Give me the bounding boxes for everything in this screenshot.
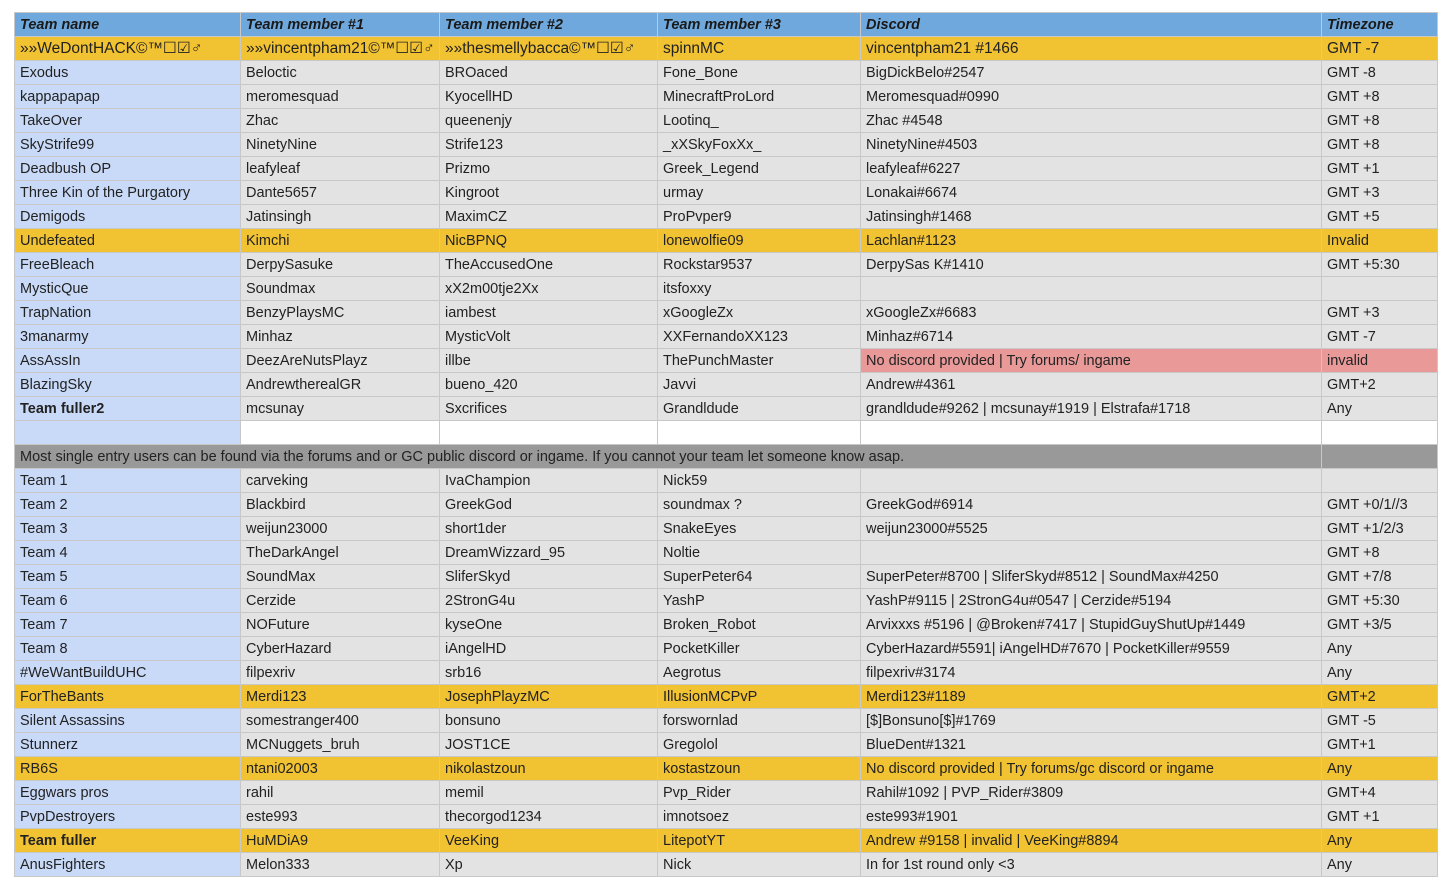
timezone-cell[interactable]: GMT +3 bbox=[1322, 181, 1438, 205]
discord-cell[interactable]: YashP#9115 | 2StronG4u#0547 | Cerzide#5194 bbox=[861, 589, 1322, 613]
table-row bbox=[15, 541, 1438, 565]
member-2-cell[interactable]: TheAccusedOne bbox=[440, 253, 658, 277]
discord-cell[interactable]: BigDickBelo#2547 bbox=[861, 61, 1322, 85]
team-name-cell[interactable]: Team 6 bbox=[15, 589, 241, 613]
discord-cell[interactable]: No discord provided | Try forums/gc discord or ingame bbox=[861, 757, 1322, 781]
member-2-cell[interactable]: xX2m00tje2Xx bbox=[440, 277, 658, 301]
member-1-cell[interactable]: Zhac bbox=[241, 109, 440, 133]
table-row bbox=[15, 157, 1438, 181]
table-row bbox=[15, 805, 1438, 829]
timezone-cell[interactable]: GMT +8 bbox=[1322, 133, 1438, 157]
team-name-cell[interactable]: Undefeated bbox=[15, 229, 241, 253]
table-row bbox=[15, 181, 1438, 205]
timezone-cell[interactable]: GMT +5:30 bbox=[1322, 589, 1438, 613]
header-row bbox=[15, 13, 1438, 37]
table-row bbox=[15, 733, 1438, 757]
discord-cell[interactable]: grandldude#9262 | mcsunay#1919 | Elstrafa#1718 bbox=[861, 397, 1322, 421]
team-name-cell[interactable]: TakeOver bbox=[15, 109, 241, 133]
member-2-cell[interactable]: KyocellHD bbox=[440, 85, 658, 109]
member-2-cell[interactable]: Strife123 bbox=[440, 133, 658, 157]
team-name-cell[interactable]: BlazingSky bbox=[15, 373, 241, 397]
member-2-cell[interactable]: iambest bbox=[440, 301, 658, 325]
member-3-cell[interactable]: Fone_Bone bbox=[658, 61, 861, 85]
discord-cell[interactable]: Lachlan#1123 bbox=[861, 229, 1322, 253]
table-row bbox=[15, 637, 1438, 661]
discord-cell[interactable] bbox=[861, 469, 1322, 493]
member-1-cell[interactable]: Minhaz bbox=[241, 325, 440, 349]
member-3-cell[interactable]: _xXSkyFoxXx_ bbox=[658, 133, 861, 157]
member-2-cell[interactable]: Prizmo bbox=[440, 157, 658, 181]
timezone-cell[interactable]: GMT +7/8 bbox=[1322, 565, 1438, 589]
table-row bbox=[15, 757, 1438, 781]
table-row bbox=[15, 349, 1438, 373]
member-1-cell[interactable]: HuMDiA9 bbox=[241, 829, 440, 853]
timezone-cell[interactable]: GMT +1 bbox=[1322, 805, 1438, 829]
header-member-1[interactable]: Team member #1 bbox=[241, 13, 440, 37]
timezone-cell[interactable] bbox=[1322, 277, 1438, 301]
member-3-cell[interactable]: IllusionMCPvP bbox=[658, 685, 861, 709]
team-name-cell[interactable]: Deadbush OP bbox=[15, 157, 241, 181]
team-name-cell[interactable]: PvpDestroyers bbox=[15, 805, 241, 829]
member-1-cell[interactable]: SoundMax bbox=[241, 565, 440, 589]
member-2-cell[interactable]: IvaChampion bbox=[440, 469, 658, 493]
member-1-cell[interactable]: TheDarkAngel bbox=[241, 541, 440, 565]
discord-cell[interactable]: este993#1901 bbox=[861, 805, 1322, 829]
member-2-cell[interactable]: queenenjy bbox=[440, 109, 658, 133]
member-2-cell[interactable]: bonsuno bbox=[440, 709, 658, 733]
timezone-cell[interactable]: Any bbox=[1322, 397, 1438, 421]
team-name-cell[interactable]: Team 1 bbox=[15, 469, 241, 493]
member-1-cell[interactable]: Kimchi bbox=[241, 229, 440, 253]
team-name-cell[interactable]: Three Kin of the Purgatory bbox=[15, 181, 241, 205]
member-3-cell[interactable]: Aegrotus bbox=[658, 661, 861, 685]
team-name-cell[interactable]: TrapNation bbox=[15, 301, 241, 325]
timezone-cell[interactable]: Invalid bbox=[1322, 229, 1438, 253]
member-2-cell[interactable]: JOST1CE bbox=[440, 733, 658, 757]
member-3-cell[interactable]: MinecraftProLord bbox=[658, 85, 861, 109]
discord-cell[interactable]: Andrew#4361 bbox=[861, 373, 1322, 397]
member-1-cell[interactable]: ntani02003 bbox=[241, 757, 440, 781]
timezone-cell[interactable]: GMT+1 bbox=[1322, 733, 1438, 757]
team-name-cell[interactable]: SkyStrife99 bbox=[15, 133, 241, 157]
timezone-cell[interactable]: GMT +0/1//3 bbox=[1322, 493, 1438, 517]
member-2-cell[interactable]: DreamWizzard_95 bbox=[440, 541, 658, 565]
member-2-cell[interactable]: Kingroot bbox=[440, 181, 658, 205]
discord-cell[interactable]: No discord provided | Try forums/ ingame bbox=[861, 349, 1322, 373]
timezone-cell[interactable]: GMT +8 bbox=[1322, 109, 1438, 133]
member-3-cell[interactable]: LitepotYT bbox=[658, 829, 861, 853]
member-1-cell[interactable]: Beloctic bbox=[241, 61, 440, 85]
member-3-cell[interactable]: imnotsoez bbox=[658, 805, 861, 829]
timezone-cell[interactable]: Any bbox=[1322, 637, 1438, 661]
member-1-cell[interactable]: meromesquad bbox=[241, 85, 440, 109]
discord-cell[interactable]: Merdi123#1189 bbox=[861, 685, 1322, 709]
team-name-cell[interactable]: AnusFighters bbox=[15, 853, 241, 877]
member-2-cell[interactable]: VeeKing bbox=[440, 829, 658, 853]
timezone-cell[interactable]: GMT +1/2/3 bbox=[1322, 517, 1438, 541]
discord-cell[interactable]: In for 1st round only <3 bbox=[861, 853, 1322, 877]
timezone-cell[interactable]: GMT+2 bbox=[1322, 685, 1438, 709]
discord-cell[interactable]: Minhaz#6714 bbox=[861, 325, 1322, 349]
table-cell[interactable] bbox=[15, 421, 241, 445]
team-name-cell[interactable]: Team 3 bbox=[15, 517, 241, 541]
discord-cell[interactable]: leafyleaf#6227 bbox=[861, 157, 1322, 181]
discord-cell[interactable]: Jatinsingh#1468 bbox=[861, 205, 1322, 229]
table-row bbox=[15, 397, 1438, 421]
member-1-cell[interactable]: NOFuture bbox=[241, 613, 440, 637]
teams-spreadsheet bbox=[14, 12, 1438, 877]
member-2-cell[interactable]: NicBPNQ bbox=[440, 229, 658, 253]
timezone-cell[interactable] bbox=[1322, 469, 1438, 493]
table-row bbox=[15, 493, 1438, 517]
member-1-cell[interactable]: mcsunay bbox=[241, 397, 440, 421]
member-1-cell[interactable]: Cerzide bbox=[241, 589, 440, 613]
member-1-cell[interactable]: Blackbird bbox=[241, 493, 440, 517]
member-2-cell[interactable]: bueno_420 bbox=[440, 373, 658, 397]
member-3-cell[interactable]: itsfoxxy bbox=[658, 277, 861, 301]
team-name-cell[interactable]: Team 2 bbox=[15, 493, 241, 517]
member-2-cell[interactable]: Xp bbox=[440, 853, 658, 877]
member-1-cell[interactable]: carveking bbox=[241, 469, 440, 493]
member-1-cell[interactable]: rahil bbox=[241, 781, 440, 805]
member-2-cell[interactable]: MysticVolt bbox=[440, 325, 658, 349]
table-row bbox=[15, 829, 1438, 853]
table-row bbox=[15, 565, 1438, 589]
member-1-cell[interactable]: Merdi123 bbox=[241, 685, 440, 709]
member-3-cell[interactable]: SuperPeter64 bbox=[658, 565, 861, 589]
table-row bbox=[15, 253, 1438, 277]
note-row bbox=[15, 445, 1438, 469]
member-3-cell[interactable]: Grandldude bbox=[658, 397, 861, 421]
discord-cell[interactable]: [$]Bonsuno[$]#1769 bbox=[861, 709, 1322, 733]
table-row bbox=[15, 589, 1438, 613]
team-name-cell[interactable]: ForTheBants bbox=[15, 685, 241, 709]
member-3-cell[interactable]: ThePunchMaster bbox=[658, 349, 861, 373]
member-2-cell[interactable]: »»thesmellybacca©™☐☑♂ bbox=[440, 37, 658, 61]
member-2-cell[interactable]: srb16 bbox=[440, 661, 658, 685]
timezone-cell[interactable]: GMT +5 bbox=[1322, 205, 1438, 229]
team-name-cell[interactable]: #WeWantBuildUHC bbox=[15, 661, 241, 685]
header-timezone[interactable]: Timezone bbox=[1322, 13, 1438, 37]
team-name-cell[interactable]: FreeBleach bbox=[15, 253, 241, 277]
team-name-cell[interactable]: Team 4 bbox=[15, 541, 241, 565]
member-2-cell[interactable]: short1der bbox=[440, 517, 658, 541]
team-name-cell[interactable]: Silent Assassins bbox=[15, 709, 241, 733]
timezone-cell[interactable]: GMT+2 bbox=[1322, 373, 1438, 397]
team-name-cell[interactable]: Team 7 bbox=[15, 613, 241, 637]
member-2-cell[interactable]: illbe bbox=[440, 349, 658, 373]
member-1-cell[interactable]: NinetyNine bbox=[241, 133, 440, 157]
team-name-cell[interactable]: Exodus bbox=[15, 61, 241, 85]
member-2-cell[interactable]: iAngelHD bbox=[440, 637, 658, 661]
discord-cell[interactable]: Rahil#1092 | PVP_Rider#3809 bbox=[861, 781, 1322, 805]
discord-cell[interactable]: Lonakai#6674 bbox=[861, 181, 1322, 205]
timezone-cell[interactable]: Any bbox=[1322, 829, 1438, 853]
member-2-cell[interactable]: memil bbox=[440, 781, 658, 805]
discord-cell[interactable]: xGoogleZx#6683 bbox=[861, 301, 1322, 325]
table-row bbox=[15, 37, 1438, 61]
table-cell[interactable] bbox=[658, 421, 861, 445]
timezone-cell[interactable]: GMT +3 bbox=[1322, 301, 1438, 325]
table-cell[interactable] bbox=[440, 421, 658, 445]
table-row bbox=[15, 373, 1438, 397]
timezone-cell[interactable]: Any bbox=[1322, 661, 1438, 685]
header-team-name[interactable]: Team name bbox=[15, 13, 241, 37]
discord-cell[interactable]: BlueDent#1321 bbox=[861, 733, 1322, 757]
timezone-cell[interactable]: GMT +5:30 bbox=[1322, 253, 1438, 277]
table-row bbox=[15, 661, 1438, 685]
member-1-cell[interactable]: Melon333 bbox=[241, 853, 440, 877]
team-name-cell[interactable]: 3manarmy bbox=[15, 325, 241, 349]
team-name-cell[interactable]: RB6S bbox=[15, 757, 241, 781]
discord-cell[interactable]: GreekGod#6914 bbox=[861, 493, 1322, 517]
member-3-cell[interactable]: Rockstar9537 bbox=[658, 253, 861, 277]
table-cell[interactable] bbox=[861, 421, 1322, 445]
member-2-cell[interactable]: JosephPlayzMC bbox=[440, 685, 658, 709]
member-2-cell[interactable]: GreekGod bbox=[440, 493, 658, 517]
timezone-cell[interactable]: GMT +1 bbox=[1322, 157, 1438, 181]
discord-cell[interactable]: weijun23000#5525 bbox=[861, 517, 1322, 541]
table-row bbox=[15, 325, 1438, 349]
member-3-cell[interactable]: lonewolfie09 bbox=[658, 229, 861, 253]
discord-cell[interactable]: NinetyNine#4503 bbox=[861, 133, 1322, 157]
member-3-cell[interactable]: spinnMC bbox=[658, 37, 861, 61]
table-row bbox=[15, 517, 1438, 541]
member-1-cell[interactable]: AndrewtherealGR bbox=[241, 373, 440, 397]
table-row bbox=[15, 613, 1438, 637]
member-3-cell[interactable]: xGoogleZx bbox=[658, 301, 861, 325]
timezone-cell[interactable]: GMT +3/5 bbox=[1322, 613, 1438, 637]
team-rows-top bbox=[15, 37, 1438, 421]
discord-cell[interactable]: Zhac #4548 bbox=[861, 109, 1322, 133]
team-name-cell[interactable]: »»WeDontHACK©™☐☑♂ bbox=[15, 37, 241, 61]
member-1-cell[interactable]: MCNuggets_bruh bbox=[241, 733, 440, 757]
blank-row bbox=[15, 421, 1438, 445]
table-row bbox=[15, 109, 1438, 133]
member-3-cell[interactable]: kostastzoun bbox=[658, 757, 861, 781]
member-3-cell[interactable]: Noltie bbox=[658, 541, 861, 565]
timezone-cell[interactable]: GMT -5 bbox=[1322, 709, 1438, 733]
header-member-2[interactable]: Team member #2 bbox=[440, 13, 658, 37]
member-2-cell[interactable]: thecorgod1234 bbox=[440, 805, 658, 829]
timezone-cell[interactable]: GMT +8 bbox=[1322, 541, 1438, 565]
member-3-cell[interactable]: Broken_Robot bbox=[658, 613, 861, 637]
discord-cell[interactable]: Andrew #9158 | invalid | VeeKing#8894 bbox=[861, 829, 1322, 853]
member-1-cell[interactable]: »»vincentpham21©™☐☑♂ bbox=[241, 37, 440, 61]
table-row bbox=[15, 709, 1438, 733]
team-name-cell[interactable]: Eggwars pros bbox=[15, 781, 241, 805]
timezone-cell[interactable]: GMT +8 bbox=[1322, 85, 1438, 109]
discord-cell[interactable]: DerpySas K#1410 bbox=[861, 253, 1322, 277]
team-rows-bottom bbox=[15, 469, 1438, 877]
table-cell[interactable] bbox=[1322, 445, 1438, 469]
table-row bbox=[15, 685, 1438, 709]
member-3-cell[interactable]: soundmax ? bbox=[658, 493, 861, 517]
member-3-cell[interactable]: Nick bbox=[658, 853, 861, 877]
timezone-cell[interactable]: GMT -7 bbox=[1322, 325, 1438, 349]
discord-cell[interactable]: filpexriv#3174 bbox=[861, 661, 1322, 685]
member-1-cell[interactable]: leafyleaf bbox=[241, 157, 440, 181]
discord-cell[interactable] bbox=[861, 277, 1322, 301]
discord-cell[interactable] bbox=[861, 541, 1322, 565]
team-name-cell[interactable]: MysticQue bbox=[15, 277, 241, 301]
timezone-cell[interactable]: GMT -7 bbox=[1322, 37, 1438, 61]
member-2-cell[interactable]: kyseOne bbox=[440, 613, 658, 637]
member-3-cell[interactable]: SnakeEyes bbox=[658, 517, 861, 541]
table-row bbox=[15, 301, 1438, 325]
table-row bbox=[15, 469, 1438, 493]
member-1-cell[interactable]: BenzyPlaysMC bbox=[241, 301, 440, 325]
member-3-cell[interactable]: Pvp_Rider bbox=[658, 781, 861, 805]
timezone-cell[interactable]: invalid bbox=[1322, 349, 1438, 373]
discord-cell[interactable]: CyberHazard#5591| iAngelHD#7670 | PocketKiller#9559 bbox=[861, 637, 1322, 661]
timezone-cell[interactable]: Any bbox=[1322, 757, 1438, 781]
member-3-cell[interactable]: Greek_Legend bbox=[658, 157, 861, 181]
member-3-cell[interactable]: XXFernandoXX123 bbox=[658, 325, 861, 349]
member-1-cell[interactable]: Soundmax bbox=[241, 277, 440, 301]
team-name-cell[interactable]: Team 8 bbox=[15, 637, 241, 661]
team-name-cell[interactable]: Team fuller2 bbox=[15, 397, 241, 421]
member-3-cell[interactable]: forswornlad bbox=[658, 709, 861, 733]
spacer-rows bbox=[15, 421, 1438, 469]
discord-cell[interactable]: vincentpham21 #1466 bbox=[861, 37, 1322, 61]
table-row bbox=[15, 229, 1438, 253]
table-row bbox=[15, 277, 1438, 301]
discord-cell[interactable]: Meromesquad#0990 bbox=[861, 85, 1322, 109]
table-row bbox=[15, 133, 1438, 157]
member-3-cell[interactable]: Gregolol bbox=[658, 733, 861, 757]
table-row bbox=[15, 781, 1438, 805]
member-1-cell[interactable]: Dante5657 bbox=[241, 181, 440, 205]
member-3-cell[interactable]: urmay bbox=[658, 181, 861, 205]
member-1-cell[interactable]: DeezAreNutsPlayz bbox=[241, 349, 440, 373]
member-2-cell[interactable]: BROaced bbox=[440, 61, 658, 85]
team-name-cell[interactable]: Team fuller bbox=[15, 829, 241, 853]
member-3-cell[interactable]: Nick59 bbox=[658, 469, 861, 493]
table-cell[interactable] bbox=[241, 421, 440, 445]
timezone-cell[interactable]: Any bbox=[1322, 853, 1438, 877]
member-2-cell[interactable]: SliferSkyd bbox=[440, 565, 658, 589]
member-3-cell[interactable]: PocketKiller bbox=[658, 637, 861, 661]
team-name-cell[interactable]: AssAssIn bbox=[15, 349, 241, 373]
table-cell[interactable] bbox=[1322, 421, 1438, 445]
note-text[interactable]: Most single entry users can be found via the forums and or GC public discord or ingame. If you cannot your team let someone know asap. bbox=[15, 445, 1322, 469]
timezone-cell[interactable]: GMT+4 bbox=[1322, 781, 1438, 805]
member-3-cell[interactable]: YashP bbox=[658, 589, 861, 613]
member-2-cell[interactable]: MaximCZ bbox=[440, 205, 658, 229]
member-3-cell[interactable]: ProPvper9 bbox=[658, 205, 861, 229]
header-member-3[interactable]: Team member #3 bbox=[658, 13, 861, 37]
timezone-cell[interactable]: GMT -8 bbox=[1322, 61, 1438, 85]
table-row bbox=[15, 205, 1438, 229]
member-1-cell[interactable]: Jatinsingh bbox=[241, 205, 440, 229]
table-row bbox=[15, 85, 1438, 109]
team-name-cell[interactable]: Team 5 bbox=[15, 565, 241, 589]
member-2-cell[interactable]: nikolastzoun bbox=[440, 757, 658, 781]
table-row bbox=[15, 853, 1438, 877]
team-name-cell[interactable]: Stunnerz bbox=[15, 733, 241, 757]
member-3-cell[interactable]: Javvi bbox=[658, 373, 861, 397]
member-1-cell[interactable]: somestranger400 bbox=[241, 709, 440, 733]
header-discord[interactable]: Discord bbox=[861, 13, 1322, 37]
member-1-cell[interactable]: weijun23000 bbox=[241, 517, 440, 541]
member-2-cell[interactable]: 2StronG4u bbox=[440, 589, 658, 613]
member-1-cell[interactable]: DerpySasuke bbox=[241, 253, 440, 277]
discord-cell[interactable]: SuperPeter#8700 | SliferSkyd#8512 | SoundMax#4250 bbox=[861, 565, 1322, 589]
member-1-cell[interactable]: este993 bbox=[241, 805, 440, 829]
member-1-cell[interactable]: filpexriv bbox=[241, 661, 440, 685]
team-name-cell[interactable]: Demigods bbox=[15, 205, 241, 229]
team-name-cell[interactable]: kappapapap bbox=[15, 85, 241, 109]
member-1-cell[interactable]: CyberHazard bbox=[241, 637, 440, 661]
discord-cell[interactable]: Arvixxxs #5196 | @Broken#7417 | StupidGuyShutUp#1449 bbox=[861, 613, 1322, 637]
member-2-cell[interactable]: Sxcrifices bbox=[440, 397, 658, 421]
member-3-cell[interactable]: Lootinq_ bbox=[658, 109, 861, 133]
table-row bbox=[15, 61, 1438, 85]
